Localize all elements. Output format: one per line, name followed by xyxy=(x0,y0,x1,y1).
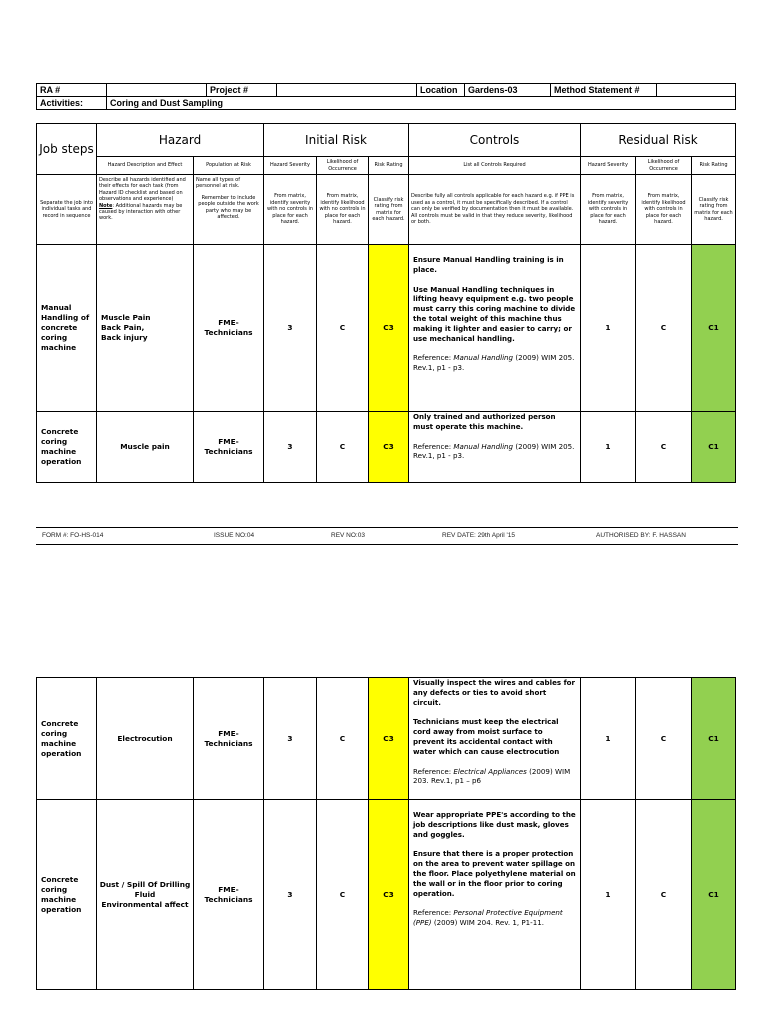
footer-rev: REV NO:03 xyxy=(331,532,365,539)
population-cell: FME- Technicians xyxy=(194,412,264,483)
reference-title: Electrical Appliances xyxy=(453,766,527,776)
hazard-cell: Electrocution xyxy=(97,678,194,800)
control-item: Technicians must keep the electrical cord away from moist surface to prevent its accidental contact with water which can cause electrocution xyxy=(413,717,560,756)
control-item: Ensure Manual Handling training is in place. xyxy=(413,255,564,274)
residual-likelihood-cell: C xyxy=(636,412,692,483)
hazard-cell: Dust / Spill Of Drilling Fluid Environmental affect xyxy=(97,800,194,990)
desc-residual-severity: From matrix, identify severity with controls in place for each hazard. xyxy=(581,175,636,245)
likelihood-cell: C xyxy=(317,678,369,800)
residual-likelihood-cell: C xyxy=(636,245,692,412)
likelihood-cell: C xyxy=(317,412,369,483)
desc-rating: Classify risk rating from matrix for each hazard. xyxy=(369,175,409,245)
header-residual-risk: Residual Risk xyxy=(581,124,736,157)
reference-label: Reference: xyxy=(413,441,452,451)
risk-table-page-1 xyxy=(36,123,736,483)
reference-title: Personal Protective Equipment (PPE) xyxy=(413,908,563,928)
severity-cell: 3 xyxy=(264,245,317,412)
footer-authorised: AUTHORISED BY: F. HASSAN xyxy=(596,532,686,539)
subheader-residual-severity: Hazard Severity xyxy=(581,157,636,175)
hazard-cell: Muscle Pain Back Pain, Back injury xyxy=(97,245,194,412)
ra-label: RA # xyxy=(37,84,107,97)
subheader-controls: List all Controls Required xyxy=(409,157,581,175)
desc-controls: Describe fully all controls applicable for each hazard e.g. if PPE is used as a control, it must be specifically described. If a control can only be verified by documentation then it must be available. All controls must be valid in that they reduce severity, likelihood or both. xyxy=(409,175,581,245)
header-initial-risk: Initial Risk xyxy=(264,124,409,157)
reference xyxy=(413,908,576,928)
ra-value[interactable] xyxy=(107,84,207,97)
reference-detail: (2009) WIM 205. Rev.1, p1 - p3. xyxy=(413,441,575,461)
residual-rating-cell: C1 xyxy=(692,800,736,990)
risk-table-page-2 xyxy=(36,677,736,990)
residual-severity-cell: 1 xyxy=(581,412,636,483)
desc-hazard-text: Describe all hazards identified and their effects for each task (from Hazard ID checklist and based on observations and experience) xyxy=(99,177,186,203)
job-step-cell: Concrete coring machine operation xyxy=(37,800,97,990)
residual-severity-cell: 1 xyxy=(581,245,636,412)
reference xyxy=(413,442,576,462)
risk-rating-cell: C3 xyxy=(369,800,409,990)
controls-cell xyxy=(409,412,581,483)
desc-hazard-note: Note xyxy=(99,202,113,209)
desc-population-a: Name all types of personnel at risk. xyxy=(196,177,240,190)
residual-rating-cell: C1 xyxy=(692,412,736,483)
residual-severity-cell: 1 xyxy=(581,678,636,800)
control-item: Wear appropriate PPE's according to the job descriptions like dust mask, gloves and goggles. xyxy=(413,810,576,839)
controls-cell xyxy=(409,245,581,412)
control-item: Ensure that there is a proper protection on the area to prevent water spillage on the floor. Place polyethylene material on the wall or in the floor prior to coring operation. xyxy=(413,849,576,898)
header-hazard: Hazard xyxy=(97,124,264,157)
controls-cell xyxy=(409,800,581,990)
footer-form-number: FORM #: FO-HS-014 xyxy=(42,532,104,539)
subheader-likelihood: Likelihood of Occurrence xyxy=(317,157,369,175)
control-item: Use Manual Handling techniques in lifting heavy equipment e.g. two people must carry this coring machine to divide the total weight of this machine thus making it lighter and easier to carry; or use mechanical handling. xyxy=(413,284,576,343)
desc-likelihood: From matrix, identify likelihood with no controls in place for each hazard. xyxy=(317,175,369,245)
severity-cell: 3 xyxy=(264,800,317,990)
reference xyxy=(413,353,576,373)
table-row xyxy=(37,412,736,483)
residual-rating-cell: C1 xyxy=(692,678,736,800)
severity-cell: 3 xyxy=(264,412,317,483)
header-controls: Controls xyxy=(409,124,581,157)
desc-hazard-note-text: : Additional hazards may be caused by interaction with other work. xyxy=(99,202,183,222)
hazard-cell: Muscle pain xyxy=(97,412,194,483)
project-value[interactable] xyxy=(277,84,417,97)
footer-issue: ISSUE NO:04 xyxy=(214,532,255,539)
job-step-cell: Concrete coring machine operation xyxy=(37,678,97,800)
activities-value[interactable]: Coring and Dust Sampling xyxy=(107,97,736,110)
control-item: Only trained and authorized person must operate this machine. xyxy=(413,412,556,431)
reference-detail: (2009) WIM 204. Rev. 1, P1-11. xyxy=(433,918,545,928)
subheader-severity: Hazard Severity xyxy=(264,157,317,175)
page-footer xyxy=(36,527,738,545)
desc-job-steps: Separate the job into individual tasks and record in sequence xyxy=(37,175,97,245)
reference-detail: (2009) WIM 203. Rev.1, p1 – p6 xyxy=(413,766,571,786)
method-label: Method Statement # xyxy=(551,84,657,97)
subheader-population: Population at Risk xyxy=(194,157,264,175)
location-label: Location xyxy=(417,84,465,97)
table-row xyxy=(37,800,736,990)
desc-hazard xyxy=(97,175,194,245)
desc-residual-likelihood: From matrix, identify likelihood with controls in place for each hazard. xyxy=(636,175,692,245)
desc-population-b: Remember to include people outside the work party who may be affected. xyxy=(198,194,259,221)
risk-rating-cell: C3 xyxy=(369,245,409,412)
severity-cell: 3 xyxy=(264,678,317,800)
reference-title: Manual Handling xyxy=(453,353,514,363)
reference-title: Manual Handling xyxy=(453,441,514,451)
population-cell: FME- Technicians xyxy=(194,245,264,412)
risk-rating-cell: C3 xyxy=(369,678,409,800)
population-cell: FME- Technicians xyxy=(194,678,264,800)
desc-population xyxy=(194,175,264,245)
table-row xyxy=(37,678,736,800)
reference-detail: (2009) WIM 205. Rev.1, p1 - p3. xyxy=(413,353,575,373)
reference-label: Reference: xyxy=(413,353,452,363)
control-item: Visually inspect the wires and cables for any defects or ties to avoid short circuit. xyxy=(413,678,576,707)
footer-rev-date: REV DATE: 29th April '15 xyxy=(442,532,516,539)
reference-label: Reference: xyxy=(413,908,452,918)
job-step-cell: Concrete coring machine operation xyxy=(37,412,97,483)
residual-likelihood-cell: C xyxy=(636,800,692,990)
desc-severity: From matrix, identify severity with no controls in place for each hazard. xyxy=(264,175,317,245)
subheader-hazard-description: Hazard Description and Effect xyxy=(97,157,194,175)
location-value[interactable]: Gardens-03 xyxy=(465,84,551,97)
controls-cell xyxy=(409,678,581,800)
table-row xyxy=(37,245,736,412)
subheader-residual-likelihood: Likelihood of Occurrence xyxy=(636,157,692,175)
likelihood-cell: C xyxy=(317,800,369,990)
residual-severity-cell: 1 xyxy=(581,800,636,990)
header-job-steps: Job steps xyxy=(37,124,97,175)
method-value[interactable] xyxy=(657,84,736,97)
residual-rating-cell: C1 xyxy=(692,245,736,412)
info-table xyxy=(36,83,736,110)
risk-rating-cell: C3 xyxy=(369,412,409,483)
residual-likelihood-cell: C xyxy=(636,678,692,800)
job-step-cell: Manual Handling of concrete coring machine xyxy=(37,245,97,412)
project-label: Project # xyxy=(207,84,277,97)
population-cell: FME- Technicians xyxy=(194,800,264,990)
activities-label: Activities: xyxy=(37,97,107,110)
reference-label: Reference: xyxy=(413,766,452,776)
subheader-risk-rating: Risk Rating xyxy=(369,157,409,175)
subheader-residual-rating: Risk Rating xyxy=(692,157,736,175)
reference xyxy=(413,767,576,787)
desc-residual-rating: Classify risk rating from matrix for each hazard. xyxy=(692,175,736,245)
likelihood-cell: C xyxy=(317,245,369,412)
